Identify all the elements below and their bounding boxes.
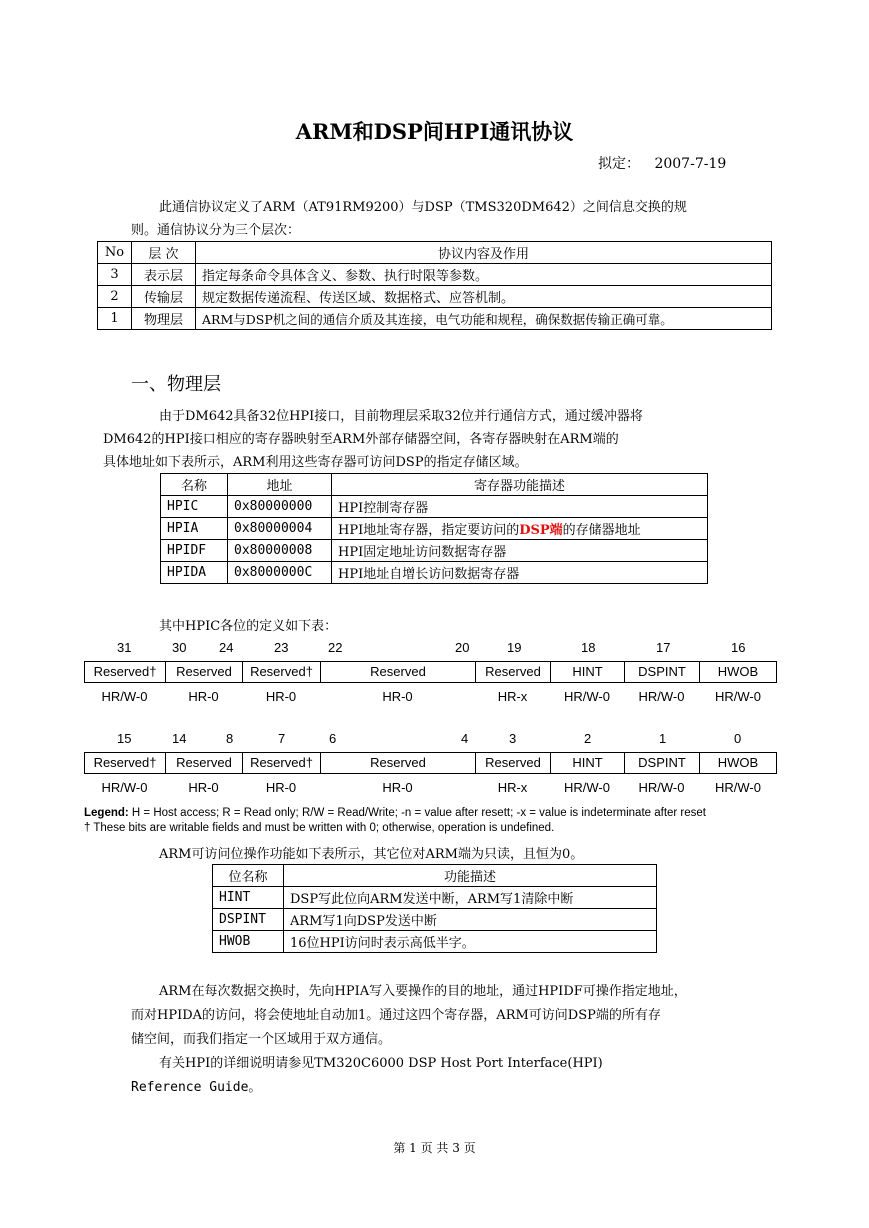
bit-field-row bbox=[84, 661, 777, 683]
bit-number: 1 bbox=[659, 731, 667, 746]
table-row bbox=[98, 264, 772, 286]
layers-table bbox=[97, 241, 772, 330]
bit-access: HR-0 bbox=[188, 689, 219, 704]
bit-field: Reserved bbox=[476, 753, 551, 773]
bit-number: 2 bbox=[584, 731, 592, 746]
bit-number: 23 bbox=[274, 640, 289, 655]
bit-access: HR/W-0 bbox=[638, 780, 685, 795]
reg-address: 0x80000004 bbox=[228, 518, 332, 540]
bit-field: HWOB bbox=[717, 755, 759, 770]
para-line: 由于DM642具备32位HPI接口，目前物理层采取32位并行通信方式，通过缓冲器将 bbox=[159, 409, 643, 424]
hpic-intro: 其中HPIC各位的定义如下表： bbox=[159, 619, 338, 634]
bit-field: Reserved bbox=[321, 662, 476, 682]
bit-access: HR-x bbox=[497, 780, 528, 795]
bit-access: HR/W-0 bbox=[564, 780, 610, 795]
bit-number: 15 bbox=[117, 731, 132, 746]
bit-field: Reserved† bbox=[243, 662, 321, 682]
bit-number: 17 bbox=[656, 640, 671, 655]
layer-name: 表示层 bbox=[132, 264, 196, 286]
bit-desc: DSP写此位向ARM发送中断，ARM写1清除中断 bbox=[284, 887, 657, 909]
legend-text: H = Host access; R = Read only; R/W = Read/Write; -n = value after resett; -x = value is indeterminate after reset bbox=[128, 807, 707, 819]
reg-name: HPIDA bbox=[161, 562, 228, 584]
draft-date bbox=[598, 153, 726, 173]
bit-name: HINT bbox=[213, 887, 284, 909]
bit-number: 8 bbox=[226, 731, 234, 746]
bit-number: 4 bbox=[461, 731, 469, 746]
intro-line: 则。通信协议分为三个层次： bbox=[131, 223, 301, 238]
reg-name: HPIC bbox=[161, 496, 228, 518]
para-line: 有关HPI的详细说明请参见TM320C6000 DSP Host Port Interface(HPI) bbox=[159, 1056, 603, 1071]
layer-name: 物理层 bbox=[132, 308, 196, 330]
bit-field: Reserved bbox=[476, 662, 551, 682]
bit-access: HR-0 bbox=[382, 689, 413, 704]
layer-desc: 规定数据传递流程、传送区域、数据格式、应答机制。 bbox=[196, 286, 772, 308]
reg-desc: HPI控制寄存器 bbox=[332, 496, 708, 518]
para-line: 储空间，而我们指定一个区域用于双方通信。 bbox=[131, 1032, 392, 1047]
bit-number: 20 bbox=[455, 640, 470, 655]
bit-number: 0 bbox=[734, 731, 742, 746]
table-row bbox=[161, 562, 708, 584]
physical-layer-paragraph bbox=[103, 405, 751, 474]
table-header: 层 次 bbox=[132, 242, 196, 264]
bit-name: DSPINT bbox=[213, 909, 284, 931]
table-row bbox=[213, 931, 657, 953]
reg-desc bbox=[332, 518, 708, 540]
table-header: 协议内容及作用 bbox=[196, 242, 772, 264]
bit-field: HINT bbox=[551, 662, 625, 682]
bit-field: Reserved bbox=[166, 753, 243, 773]
bit-name: HWOB bbox=[213, 931, 284, 953]
bit-desc: 16位HPI访问时表示高低半字。 bbox=[284, 931, 657, 953]
reg-address: 0x80000008 bbox=[228, 540, 332, 562]
table-header: 地址 bbox=[228, 474, 332, 496]
bit-field: HINT bbox=[551, 753, 625, 773]
bit-field: DSPINT bbox=[625, 662, 700, 682]
section-heading: 一、物理层 bbox=[131, 374, 221, 395]
bit-field: Reserved† bbox=[85, 662, 166, 682]
table-row bbox=[213, 909, 657, 931]
table-row bbox=[98, 308, 772, 330]
bit-access: HR-0 bbox=[188, 780, 219, 795]
bit-legend bbox=[84, 807, 706, 819]
layer-no: 3 bbox=[98, 264, 132, 286]
table-header: 名称 bbox=[161, 474, 228, 496]
layer-desc: ARM与DSP机之间的通信介质及其连接，电气功能和规程，确保数据传输正确可靠。 bbox=[196, 308, 772, 330]
bit-access: HR/W-0 bbox=[564, 689, 610, 704]
bit-field: Reserved bbox=[321, 753, 476, 773]
bit-number: 7 bbox=[278, 731, 286, 746]
legend-label: Legend: bbox=[84, 807, 129, 819]
reg-desc: HPI地址自增长访问数据寄存器 bbox=[332, 562, 708, 584]
bit-access: HR-0 bbox=[382, 780, 413, 795]
bit-access: HR/W-0 bbox=[715, 689, 761, 704]
para-line: ARM在每次数据交换时，先向HPIA写入要操作的目的地址，通过HPIDF可操作指定地址， bbox=[159, 984, 687, 999]
table-row bbox=[213, 887, 657, 909]
layer-desc: 指定每条命令具体含义、参数、执行时限等参数。 bbox=[196, 264, 772, 286]
arm-bits-table bbox=[212, 864, 657, 953]
bit-field: Reserved bbox=[166, 662, 243, 682]
bit-number: 19 bbox=[507, 640, 522, 655]
reg-name: HPIDF bbox=[161, 540, 228, 562]
bit-access: HR-0 bbox=[265, 780, 297, 795]
bit-field: Reserved† bbox=[85, 753, 166, 773]
bit-number: 14 bbox=[172, 731, 187, 746]
bit-field-row bbox=[84, 752, 777, 774]
bit-access: HR/W-0 bbox=[101, 780, 148, 795]
reg-name: HPIA bbox=[161, 518, 228, 540]
para-line: Reference Guide。 bbox=[131, 1080, 262, 1095]
bit-footnote: † These bits are writable fields and must be written with 0; otherwise, operation is undefined. bbox=[84, 822, 555, 834]
date-value: 2007-7-19 bbox=[654, 156, 727, 172]
layer-no: 2 bbox=[98, 286, 132, 308]
reg-desc-part: 的存储器地址 bbox=[562, 523, 641, 538]
bit-number: 31 bbox=[117, 640, 132, 655]
intro-line: 此通信协议定义了ARM（AT91RM9200）与DSP（TMS320DM642）之间信息交换的规 bbox=[159, 200, 687, 215]
reg-desc: HPI固定地址访问数据寄存器 bbox=[332, 540, 708, 562]
table-row bbox=[161, 496, 708, 518]
bit-desc: ARM写1向DSP发送中断 bbox=[284, 909, 657, 931]
table-row bbox=[161, 540, 708, 562]
bit-number: 24 bbox=[219, 640, 234, 655]
bit-access: HR/W-0 bbox=[638, 689, 685, 704]
bit-access: HR-0 bbox=[265, 689, 297, 704]
bit-number: 6 bbox=[329, 731, 337, 746]
date-label: 拟定： bbox=[598, 156, 640, 172]
reg-address: 0x8000000C bbox=[228, 562, 332, 584]
bit-number: 16 bbox=[731, 640, 746, 655]
arm-bits-intro: ARM可访问位操作功能如下表所示，其它位对ARM端为只读，且恒为0。 bbox=[159, 847, 584, 862]
layer-no: 1 bbox=[98, 308, 132, 330]
reg-address: 0x80000000 bbox=[228, 496, 332, 518]
bit-field: DSPINT bbox=[625, 753, 700, 773]
table-header: 位名称 bbox=[213, 865, 284, 887]
bit-field: Reserved† bbox=[243, 753, 321, 773]
bit-number: 22 bbox=[328, 640, 343, 655]
layer-name: 传输层 bbox=[132, 286, 196, 308]
document-title: ARM和DSP间HPI通讯协议 bbox=[295, 119, 574, 144]
table-row bbox=[161, 518, 708, 540]
table-header: 寄存器功能描述 bbox=[332, 474, 708, 496]
bit-number: 3 bbox=[509, 731, 517, 746]
bit-access: HR-x bbox=[497, 689, 528, 704]
para-line: DM642的HPI接口相应的寄存器映射至ARM外部存储器空间，各寄存器映射在ARM端的 bbox=[103, 432, 619, 447]
table-row bbox=[98, 286, 772, 308]
page-footer: 第 1 页 共 3 页 bbox=[393, 1141, 476, 1155]
bit-number: 18 bbox=[581, 640, 596, 655]
reg-desc-highlight: DSP端 bbox=[519, 523, 563, 538]
bit-access: HR/W-0 bbox=[101, 689, 148, 704]
table-header: No bbox=[98, 242, 132, 264]
bit-field: HWOB bbox=[717, 664, 759, 679]
intro-paragraph bbox=[131, 196, 751, 242]
bit-number: 30 bbox=[172, 640, 187, 655]
bit-access: HR/W-0 bbox=[715, 780, 761, 795]
reg-desc-part: HPI地址寄存器，指定要访问的 bbox=[338, 523, 520, 538]
register-table bbox=[160, 473, 708, 584]
para-line: 而对HPIDA的访问，将会使地址自动加1。通过这四个寄存器，ARM可访问DSP端的所有存 bbox=[131, 1008, 661, 1023]
closing-paragraph bbox=[131, 980, 751, 1100]
para-line: 具体地址如下表所示，ARM利用这些寄存器可访问DSP的指定存储区域。 bbox=[103, 455, 528, 470]
table-header: 功能描述 bbox=[284, 865, 657, 887]
